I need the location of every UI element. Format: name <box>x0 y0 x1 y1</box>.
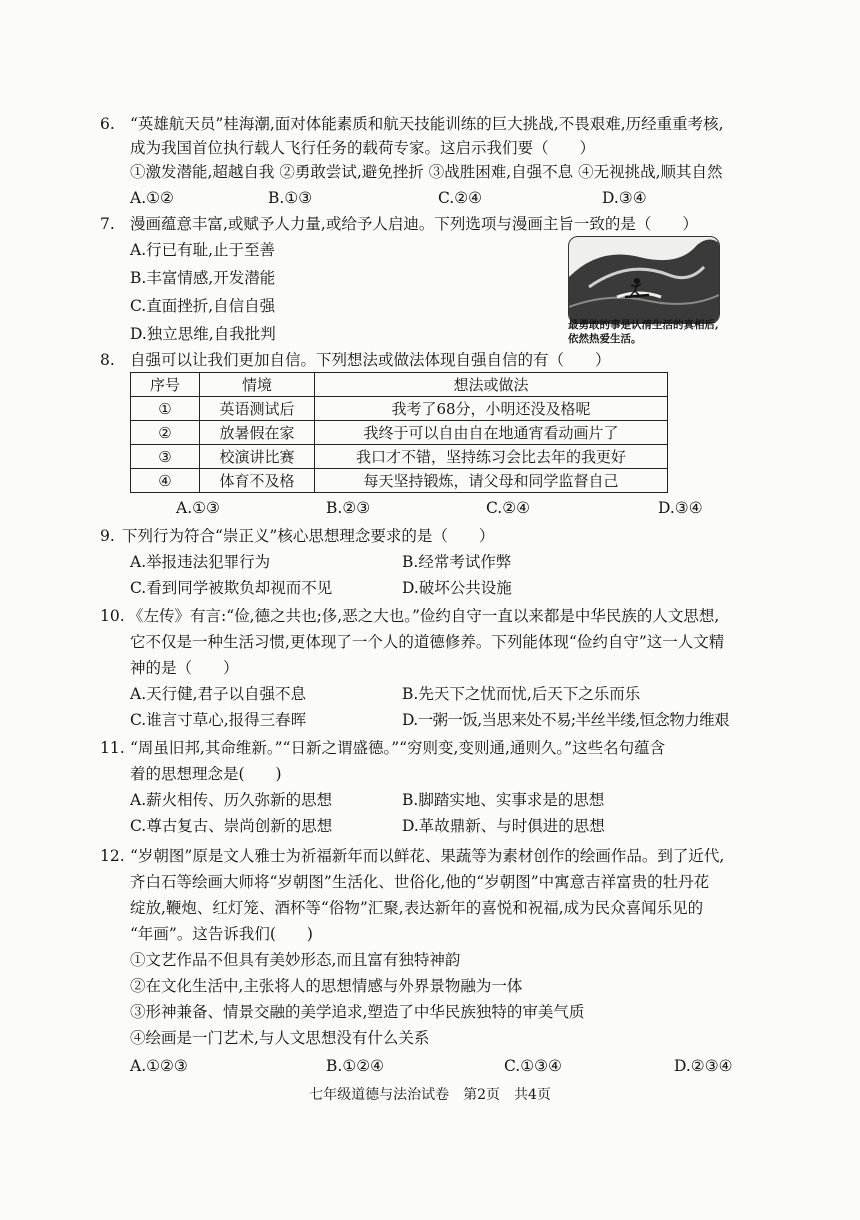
cartoon-caption: 最勇敢的事是认清生活的真相后,依然热爱生活。 <box>568 319 719 345</box>
table-cell: 校演讲比赛 <box>200 445 315 469</box>
question-11-option-c[interactable]: C.尊古复古、崇尚创新的思想 <box>130 817 333 835</box>
question-7-option-a[interactable]: A.行已有耻,止于至善 <box>130 241 276 259</box>
question-6-stem-cont: 成为我国首位执行载人飞行任务的载荷专家。这启示我们要（ ） <box>130 139 596 157</box>
header-index: 序号 <box>131 373 200 397</box>
option-a[interactable]: A.①② <box>130 189 174 207</box>
option-b[interactable]: B.①②④ <box>326 1057 385 1075</box>
table-cell: 我口才不错，坚持练习会比去年的我更好 <box>315 445 668 469</box>
question-12-number: 12. <box>100 847 125 865</box>
option-d[interactable]: D.③④ <box>602 189 647 207</box>
table-cell: ③ <box>131 445 200 469</box>
question-10-stem-cont: 它不仅是一种生活习惯,更体现了一个人的道德修养。下列能体现“俭约自守”这一人文精 <box>130 633 725 651</box>
table-cell: 我考了68分，小明还没及格呢 <box>315 397 668 421</box>
question-10-option-b[interactable]: B.先天下之忧而忧,后天下之乐而乐 <box>402 685 641 703</box>
question-6-statements: ①激发潜能,超越自我 ②勇敢尝试,避免挫折 ③战胜困难,自强不息 ④无视挑战,顺其自然 <box>130 163 723 181</box>
option-d[interactable]: D.②③④ <box>674 1057 733 1075</box>
table-row <box>131 469 668 493</box>
question-10-number: 10. <box>100 607 125 625</box>
option-a[interactable]: A.①③ <box>176 499 220 517</box>
question-9-option-a[interactable]: A.举报违法犯罪行为 <box>130 553 271 571</box>
question-11-stem-cont: 着的思想理念是( ) <box>130 765 282 783</box>
question-7-option-c[interactable]: C.直面挫折,自信自强 <box>130 297 276 315</box>
table-cell: ① <box>131 397 200 421</box>
page-footer: 七年级道德与法治试卷 第2页 共4页 <box>309 1087 551 1103</box>
question-6-stem: “英雄航天员”桂海潮,面对体能素质和航天技能训练的巨大挑战,不畏艰难,历经重重考核, <box>130 115 724 133</box>
question-12-stem: “岁朝图”原是文人雅士为祈福新年而以鲜花、果蔬等为素材创作的绘画作品。到了近代, <box>130 847 725 865</box>
question-10-option-a[interactable]: A.天行健,君子以自强不息 <box>130 685 307 703</box>
table-cell: 体育不及格 <box>200 469 315 493</box>
question-9-stem: 下列行为符合“崇正义”核心思想理念要求的是（ ） <box>122 527 495 545</box>
surfing-cartoon-image <box>568 236 720 324</box>
table-cell: 我终于可以自由自在地通宵看动画片了 <box>315 421 668 445</box>
question-9-number: 9. <box>100 527 115 545</box>
table-cell: 英语测试后 <box>200 397 315 421</box>
question-8-options <box>176 498 703 518</box>
header-situation: 情境 <box>200 373 315 397</box>
table-cell: ② <box>131 421 200 445</box>
question-9-option-d[interactable]: D.破坏公共设施 <box>402 579 512 597</box>
question-12-statement-3: ③形神兼备、情景交融的美学追求,塑造了中华民族独特的审美气质 <box>130 1003 585 1021</box>
option-d[interactable]: D.③④ <box>658 499 703 517</box>
question-9-option-c[interactable]: C.看到同学被欺负却视而不见 <box>130 579 333 597</box>
question-8-stem: 自强可以让我们更加自信。下列想法或做法体现自强自信的有（ ） <box>130 351 611 369</box>
table-row <box>131 421 668 445</box>
question-12-statement-2: ②在文化生活中,主张将人的思想情感与外界景物融为一体 <box>130 977 523 995</box>
table-cell: 放暑假在家 <box>200 421 315 445</box>
question-10-option-c[interactable]: C.谁言寸草心,报得三春晖 <box>130 711 307 729</box>
option-b[interactable]: B.①③ <box>268 189 313 207</box>
option-c[interactable]: C.①③④ <box>504 1057 562 1075</box>
question-12-statement-1: ①文艺作品不但具有美妙形态,而且富有独特神韵 <box>130 951 461 969</box>
question-12-options <box>130 1056 733 1076</box>
question-9-option-b[interactable]: B.经常考试作弊 <box>402 553 512 571</box>
question-11-option-d[interactable]: D.革故鼎新、与时俱进的思想 <box>402 817 605 835</box>
question-12-statement-4: ④绘画是一门艺术,与人文思想没有什么关系 <box>130 1029 430 1047</box>
question-12-stem-2: 齐白石等绘画大师将“岁朝图”生活化、世俗化,他的“岁朝图”中寓意吉祥富贵的牡丹花 <box>130 873 710 891</box>
table-row <box>131 445 668 469</box>
question-12-stem-3: 绽放,鞭炮、红灯笼、酒杯等“俗物”汇聚,表达新年的喜悦和祝福,成为民众喜闻乐见的 <box>130 899 704 917</box>
question-8-number: 8. <box>100 351 115 369</box>
question-11-number: 11. <box>100 739 125 757</box>
question-12-stem-4: “年画”。这告诉我们( ) <box>130 925 313 943</box>
question-6-options <box>130 188 647 208</box>
question-6-number: 6. <box>100 115 115 133</box>
question-7-number: 7. <box>100 215 115 233</box>
question-10-option-d[interactable]: D.一粥一饭,当思来处不易;半丝半缕,恒念物力维艰 <box>402 711 729 729</box>
question-10-stem: 《左传》有言:“俭,德之共也;侈,恶之大也。”俭约自守一直以来都是中华民族的人文思想, <box>128 607 720 625</box>
table-cell: 每天坚持锻炼，请父母和同学监督自己 <box>315 469 668 493</box>
question-7-option-b[interactable]: B.丰富情感,开发潜能 <box>130 269 276 287</box>
question-11-option-b[interactable]: B.脚踏实地、实事求是的思想 <box>402 791 605 809</box>
question-8-table <box>130 372 668 493</box>
option-c[interactable]: C.②④ <box>486 499 531 517</box>
option-c[interactable]: C.②④ <box>438 189 483 207</box>
table-row <box>131 397 668 421</box>
table-header-row <box>131 373 668 397</box>
question-7-option-d[interactable]: D.独立思维,自我批判 <box>130 325 276 343</box>
header-thought: 想法或做法 <box>315 373 668 397</box>
table-cell: ④ <box>131 469 200 493</box>
question-7-stem: 漫画蕴意丰富,或赋予人力量,或给予人启迪。下列选项与漫画主旨一致的是（ ） <box>130 215 698 233</box>
question-11-option-a[interactable]: A.薪火相传、历久弥新的思想 <box>130 791 333 809</box>
question-10-stem-end: 神的是（ ） <box>130 659 239 677</box>
option-a[interactable]: A.①②③ <box>130 1057 188 1075</box>
question-11-stem: “周虽旧邦,其命维新。”“日新之谓盛德。”“穷则变,变则通,通则久。”这些名句蕴含 <box>130 739 666 757</box>
wave-surfer-icon <box>569 237 719 323</box>
option-b[interactable]: B.②③ <box>326 499 371 517</box>
